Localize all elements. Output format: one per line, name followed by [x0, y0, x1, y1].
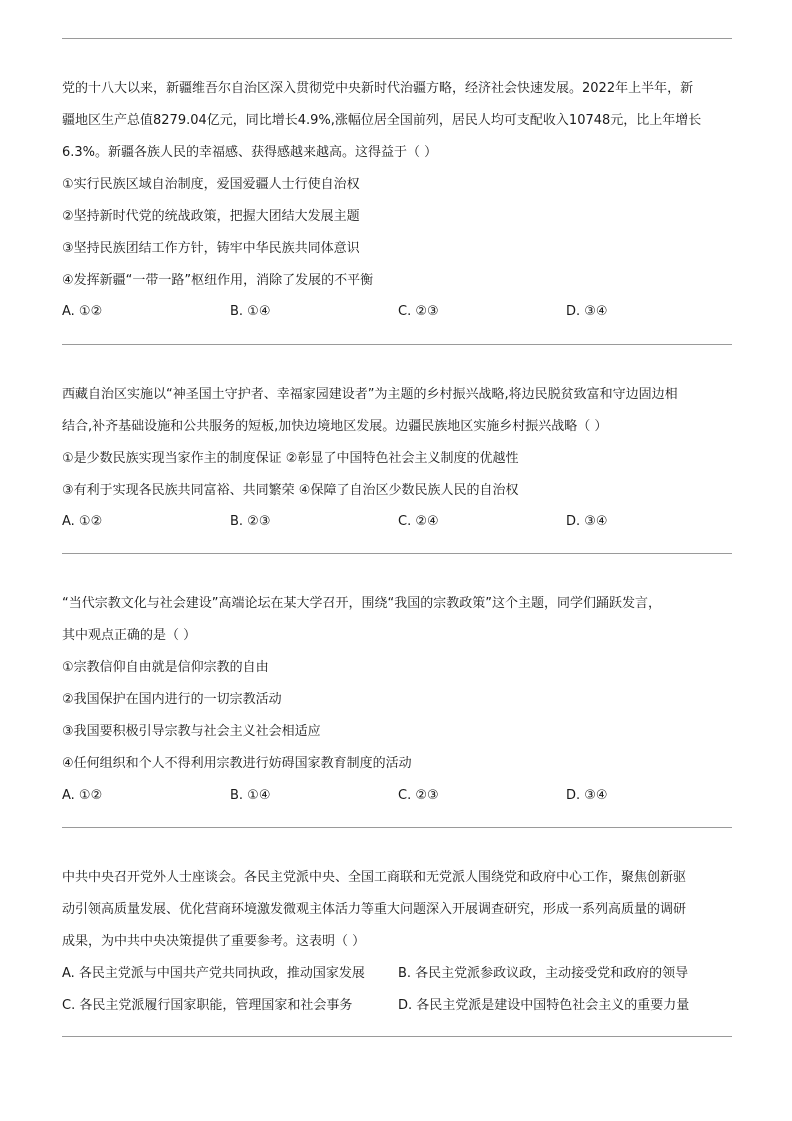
question-stem-line: 结合,补齐基础设施和公共服务的短板,加快边境地区发展。边疆民族地区实施乡村振兴战略（ ） [62, 419, 608, 434]
answer-option-c[interactable]: C. ②④ [398, 514, 439, 529]
question-stem-line: 动引领高质量发展、优化营商环境激发微观主体活力等重大问题深入开展调查研究，形成一系列高质量的调研 [62, 902, 687, 917]
answer-option-d[interactable]: D. 各民主党派是建设中国特色社会主义的重要力量 [398, 998, 690, 1013]
statement-item: ①实行民族区域自治制度，爱国爱疆人士行使自治权 [62, 177, 360, 192]
answer-option-a[interactable]: A. ①② [62, 514, 103, 529]
question-stem-line: “当代宗教文化与社会建设”高端论坛在某大学召开，围绕“我国的宗教政策”这个主题，同学们踊跃发言， [62, 596, 661, 611]
answer-option-d[interactable]: D. ③④ [566, 514, 608, 529]
question-stem-line: 中共中央召开党外人士座谈会。各民主党派中央、全国工商联和无党派人围绕党和政府中心工作，聚焦创新驱 [62, 870, 687, 885]
divider [62, 827, 732, 828]
question-stem-line: 疆地区生产总值8279.04亿元，同比增长4.9%,涨幅位居全国前列，居民人均可支配收入10748元，比上年增长 [62, 113, 702, 128]
question-stem-line: 党的十八大以来，新疆维吾尔自治区深入贯彻党中央新时代治疆方略，经济社会快速发展。2022年上半年，新 [62, 81, 694, 96]
answer-option-c[interactable]: C. ②③ [398, 304, 439, 319]
divider [62, 1036, 732, 1037]
answer-option-b[interactable]: B. ①④ [230, 304, 271, 319]
divider [62, 553, 732, 554]
statement-item: ②我国保护在国内进行的一切宗教活动 [62, 692, 282, 707]
question-stem-line: 西藏自治区实施以“神圣国土守护者、幸福家园建设者”为主题的乡村振兴战略,将边民脱贫致富和守边固边相 [62, 387, 678, 402]
statement-item: ④发挥新疆“一带一路”枢纽作用，消除了发展的不平衡 [62, 273, 374, 288]
question-stem-line: 成果，为中共中央决策提供了重要参考。这表明（ ） [62, 934, 366, 949]
statement-item: ③我国要积极引导宗教与社会主义社会相适应 [62, 724, 321, 739]
answer-option-a[interactable]: A. ①② [62, 788, 103, 803]
answer-option-c[interactable]: C. 各民主党派履行国家职能，管理国家和社会事务 [62, 998, 353, 1013]
statement-item: ②坚持新时代党的统战政策，把握大团结大发展主题 [62, 209, 360, 224]
divider [62, 344, 732, 345]
answer-option-a[interactable]: A. 各民主党派与中国共产党共同执政，推动国家发展 [62, 966, 365, 981]
answer-option-a[interactable]: A. ①② [62, 304, 103, 319]
divider [62, 38, 732, 39]
statement-item: ④任何组织和个人不得利用宗教进行妨碍国家教育制度的活动 [62, 756, 412, 771]
statement-item: ③有利于实现各民族共同富裕、共同繁荣 ④保障了自治区少数民族人民的自治权 [62, 483, 519, 498]
question-stem-line: 其中观点正确的是（ ） [62, 628, 197, 643]
answer-option-d[interactable]: D. ③④ [566, 304, 608, 319]
answer-option-b[interactable]: B. ①④ [230, 788, 271, 803]
answer-option-b[interactable]: B. 各民主党派参政议政，主动接受党和政府的领导 [398, 966, 689, 981]
statement-item: ①宗教信仰自由就是信仰宗教的自由 [62, 660, 269, 675]
question-stem-line: 6.3%。新疆各族人民的幸福感、获得感越来越高。这得益于（ ） [62, 145, 438, 160]
answer-option-c[interactable]: C. ②③ [398, 788, 439, 803]
statement-item: ①是少数民族实现当家作主的制度保证 ②彰显了中国特色社会主义制度的优越性 [62, 451, 519, 466]
statement-item: ③坚持民族团结工作方针，铸牢中华民族共同体意识 [62, 241, 360, 256]
answer-option-d[interactable]: D. ③④ [566, 788, 608, 803]
answer-option-b[interactable]: B. ②③ [230, 514, 271, 529]
